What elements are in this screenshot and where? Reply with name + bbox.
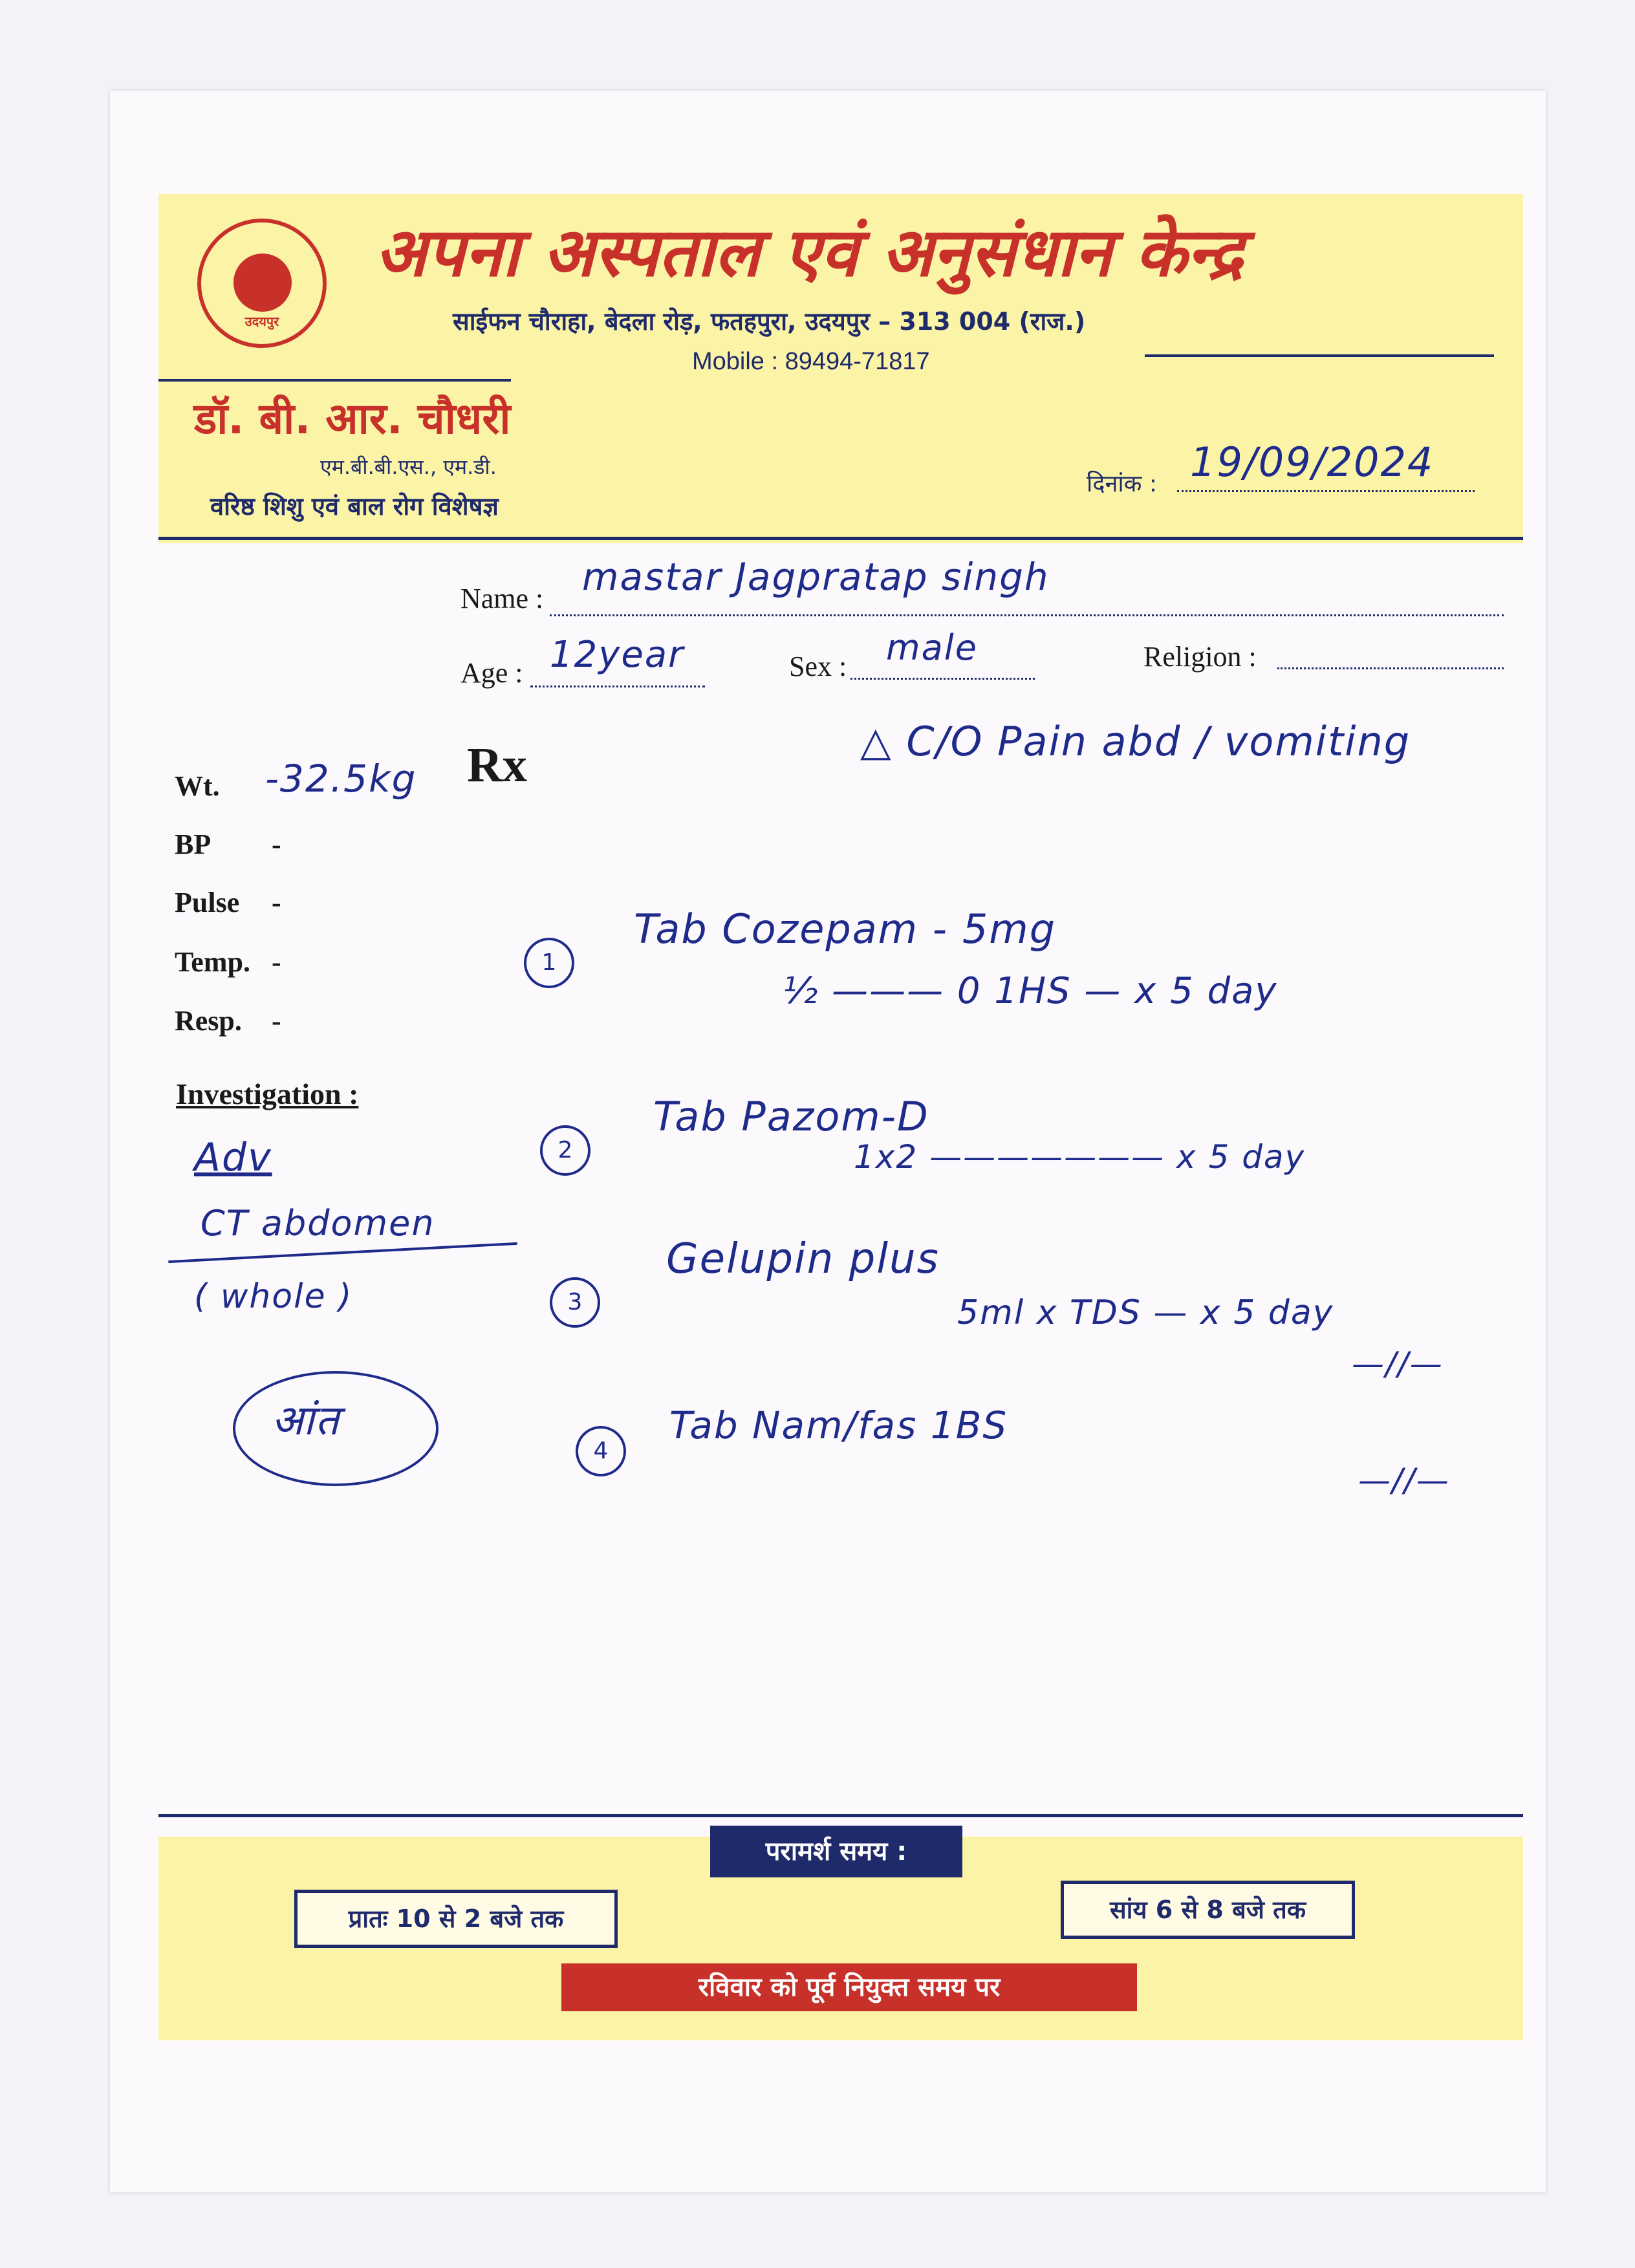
bp-label: BP <box>175 828 211 860</box>
rx-item-2-dose: 1x2 ——————— x 5 day <box>854 1138 1306 1176</box>
investigation-hindi: आंत <box>272 1397 340 1445</box>
rx-item-3-drug: Gelupin plus <box>666 1235 940 1283</box>
footer-top-rule <box>158 1814 1523 1817</box>
morning-timing: प्रातः 10 से 2 बजे तक <box>294 1890 618 1948</box>
religion-label: Religion : <box>1143 641 1257 673</box>
investigation-ct: CT abdomen <box>200 1203 435 1244</box>
resp-label: Resp. <box>175 1005 242 1037</box>
name-label: Name : <box>460 583 544 614</box>
pulse-dash: - <box>272 887 281 918</box>
sunday-appointment-note: रविवार को पूर्व नियुक्त समय पर <box>561 1963 1137 2011</box>
header-divider-right <box>1145 354 1494 357</box>
age-label: Age : <box>460 657 523 689</box>
age-dotline <box>530 686 705 687</box>
header-bottom-rule <box>158 537 1523 540</box>
religion-dotline <box>1277 667 1504 669</box>
hospital-address: साईफन चौराहा, बेदला रोड़, फतहपुरा, उदयपुर – 313 004 (राज.) <box>453 307 1086 336</box>
name-value: mastar Jagpratap singh <box>582 555 1050 599</box>
rx-item-4-number: 4 <box>576 1426 626 1476</box>
resp-dash: - <box>272 1005 281 1037</box>
rx-item-3-number: 3 <box>550 1277 600 1328</box>
age-value: 12year <box>550 634 685 676</box>
pulse-label: Pulse <box>175 887 240 918</box>
investigation-adv: Adv <box>194 1135 272 1180</box>
weight-value: -32.5kg <box>265 757 417 801</box>
rx-item-2-number: 2 <box>540 1125 590 1176</box>
evening-timing: सांय 6 से 8 बजे तक <box>1061 1881 1355 1939</box>
date-value: 19/09/2024 <box>1190 438 1435 486</box>
rx-item-3-dose: 5ml x TDS — x 5 day <box>957 1293 1334 1332</box>
logo-text: उदयपुर <box>244 314 279 329</box>
rx-symbol: Rx <box>467 738 527 792</box>
hospital-logo <box>197 219 327 348</box>
temp-label: Temp. <box>175 946 250 978</box>
doctor-degrees: एम.बी.बी.एस., एम.डी. <box>320 455 497 479</box>
header-divider-left <box>158 379 511 382</box>
ditto-mark-2: —//— <box>1358 1462 1450 1499</box>
bp-dash: - <box>272 828 281 860</box>
temp-dash: - <box>272 946 281 978</box>
consult-time-title: परामर्श समय : <box>710 1826 962 1877</box>
ditto-mark-1: —//— <box>1352 1345 1444 1383</box>
rx-item-1-number: 1 <box>524 938 574 988</box>
investigation-label: Investigation : <box>176 1077 359 1110</box>
hospital-name: अपना अस्पताल एवं अनुसंधान केन्द्र <box>375 212 1244 292</box>
doctor-name: डॉ. बी. आर. चौधरी <box>194 394 511 444</box>
chief-complaint: △ C/O Pain abd / vomiting <box>860 718 1411 765</box>
rx-item-1-dose: ½ ——— 0 1HS — x 5 day <box>783 970 1278 1012</box>
doctor-specialty: वरिष्ठ शिशु एवं बाल रोग विशेषज्ञ <box>210 492 499 521</box>
date-dotline <box>1177 490 1475 492</box>
weight-label: Wt. <box>175 770 220 802</box>
name-dotline <box>550 614 1504 616</box>
date-label: दिनांक : <box>1087 471 1157 497</box>
logo-emblem-icon <box>233 254 292 312</box>
rx-item-1-drug: Tab Cozepam - 5mg <box>634 905 1057 953</box>
rx-item-4-drug: Tab Nam/fas 1BS <box>669 1403 1008 1447</box>
investigation-whole: ( whole ) <box>194 1277 353 1316</box>
sex-value: male <box>886 627 978 668</box>
rx-item-2-drug: Tab Pazom-D <box>653 1093 929 1140</box>
sex-dotline <box>850 678 1035 680</box>
hospital-mobile: Mobile : 89494-71817 <box>692 348 930 375</box>
sex-label: Sex : <box>789 651 847 682</box>
